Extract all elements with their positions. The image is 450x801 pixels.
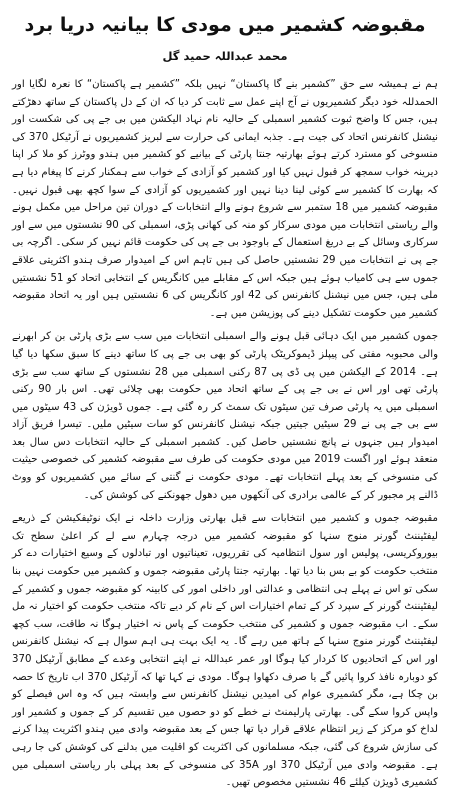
article-author: محمد عبداللہ حمید گل bbox=[162, 49, 288, 63]
paragraph-3: مقبوضہ جموں و کشمیر میں انتخابات سے قبل بھارتی وزارت داخلہ نے ایک نوٹیفکیشن کے ذریعے لیفٹیننٹ گورنر منوج سنہا کو مقبوضہ کشمیر میں درجہ چہارم سے لے کر اعلیٰ سطح تک بیوروکریسی، پولیس اور سول انتظامیہ کی تقرریوں، تعیناتیوں اور تبادلوں کے وسیع اختیارات دے کر منتخب حکومت کو بے بس بنا دیا تھا۔ بھارتیہ جنتا پارٹی مقبوضہ جموں و کشمیر میں حکومت نہیں بنا سکی تو اس نے پہلے ہی انتظامی و عدالتی اور داخلی امور کی کابینہ کو مقبوضہ جموں و کشمیر کے لیفٹیننٹ گورنر کے سپرد کر کے تمام اختیارات اس کے نام کر دیے تاکہ منتخب حکومت کو اختیار نہ مل سکے۔ اب مقبوضہ جموں و کشمیر کی منتخب حکومت کے پاس نہ اختیار ہوگا نہ طاقت، سب کچھ لیفٹیننٹ گورنر منوج سنہا کے ہاتھ میں رہے گا۔ یہ ایک بہت ہی اہم سوال ہے کہ نیشنل کانفرنس اور اس کے اتحادیوں کا کردار کیا ہوگا اور عمر عبداللہ نے اپنے انتخابی وعدے کے مطابق آرٹیکل 370 کو دوبارہ نافذ کروا پائیں گے یا صرف دکھاوا ہوگا۔ مودی نے کہا تھا کہ آرٹیکل 370 اب تاریخ کا حصہ بن چکا ہے، مگر کشمیری عوام کی امیدیں نیشنل کانفرنس سے وابستہ ہیں کہ وہ اس فیصلے کو واپس کروا سکے گی۔ بھارتی پارلیمنٹ نے خطے کو دو حصوں میں تقسیم کر کے جموں و کشمیر اور لداخ کو مرکز کے زیر انتظام علاقے قرار دیا تھا جس کے بعد مقبوضہ وادی میں ہندو اکثریت پیدا کرنے کی سازش شروع کی گئی، جبکہ مسلمانوں کی اکثریت کو اقلیت میں بدلنے کی کوشش کی جا رہی ہے۔ مقبوضہ وادی میں آرٹیکل 370 اور 35A کی منسوخی کے بعد پہلی بار ریاستی اسمبلی میں کشمیری ڈویژن کیلئے 46 نشستیں مخصوص تھیں۔ bbox=[12, 513, 439, 789]
paragraph-2: جموں کشمیر میں ایک دہائی قبل ہونے والے اسمبلی انتخابات میں سب سے بڑی پارٹی بن کر ابھرنے والی محبوبہ مفتی کی پیپلز ڈیموکریٹک پارٹی کو بھی بی جے پی کا ساتھ دینے کا سبق سکھا دیا گیا ہے۔ 2014 کے الیکشن میں پی ڈی پی 87 رکنی اسمبلی میں 28 نشستوں کے ساتھ سب سے بڑی پارٹی تھی اور اس نے بی جے پی کے ساتھ اتحاد میں حکومت بھی چلائی تھی۔ اس بار 90 رکنی اسمبلی میں یہ پارٹی صرف تین سیٹوں تک سمٹ کر رہ گئی ہے۔ جموں ڈویژن کی 43 سیٹوں میں سے بی جے پی نے 29 سیٹیں جیتیں جبکہ نیشنل کانفرنس کو سات سیٹیں ملیں۔ تیسرا فریق آزاد امیدوار ہیں جنہوں نے پانچ نشستیں حاصل کیں۔ کشمیر اسمبلی کے حالیہ انتخابات دس سال بعد منعقد ہوئے اور اگست 2019 میں مودی حکومت کی طرف سے مقبوضہ کشمیر کی خصوصی حیثیت کی منسوخی کے بعد پہلے انتخابات تھے۔ مودی حکومت نے گنتی کے سائے میں کشمیریوں کو ووٹ ڈالنے پر مجبور کر کے عالمی برادری کی آنکھوں میں دھول جھونکنے کی کوشش کی۔ bbox=[12, 331, 438, 501]
paragraph-1: ہم نے ہمیشہ سے حق ”کشمیر بنے گا پاکستان“ نہیں بلکہ ”کشمیر ہے پاکستان“ کا نعرہ لگایا اور الحمدللہ خود دیگر کشمیریوں نے آج اپنے عمل سے ثابت کر دیا کہ ان کے دل پاکستان کے ساتھ دھڑکتے ہیں، جس کا واضح ثبوت کشمیر اسمبلی کے حالیہ نام نہاد الیکشن میں بی جے پی کی شکست اور نیشنل کانفرنس اتحاد کی جیت ہے۔ جذبہ ایمانی کی حرارت سے لبریز کشمیریوں نے آرٹیکل 370 کی منسوخی کو مسترد کرتے ہوئے بھارتیہ جنتا پارٹی کے بیانیے کو کشمیر میں ہندو ووٹرز کو ملا کر اپنا دیرینہ خواب سمجھ کر قبول نہیں کیا اور کشمیر کو آزادی کے خواب سے ہمکنار کرنے کا پیغام دیا ہے کہ بھارت کا کشمیر سے کوئی لینا دینا نہیں اور کشمیریوں کو آزادی کے سوا کچھ بھی قبول نہیں۔ مقبوضہ کشمیر میں 18 ستمبر سے شروع ہونے والے انتخابات کے دوران تین مراحل میں مکمل ہونے والے ریاستی انتخابات میں مودی سرکار کو منہ کی کھانی پڑی، اسمبلی کی 90 نشستوں میں سے اور سرکاری وسائل کے بے دریغ استعمال کے باوجود بی جے پی کی حکومت قائم نہیں کر سکی۔ اگرچہ بی جے پی نے انتخابات میں 29 نشستیں حاصل کی ہیں تاہم اس کے امیدوار صرف ہندو اکثریتی علاقے جموں سے ہی کامیاب ہوئے ہیں جبکہ اس کے مقابلے میں کانگریس کے انتخابی اتحاد کو 51 نشستیں ملی ہیں، جس میں نیشنل کانفرنس کی 42 اور کانگریس کی 6 نشستیں ہیں اور یہ اتحاد مقبوضہ کشمیر میں حکومت تشکیل دینے کی پوزیشن میں ہے۔ bbox=[12, 79, 439, 319]
article-body bbox=[12, 76, 438, 792]
article-title: مقبوضہ کشمیر میں مودی کا بیانیہ دریا برد bbox=[24, 14, 426, 36]
